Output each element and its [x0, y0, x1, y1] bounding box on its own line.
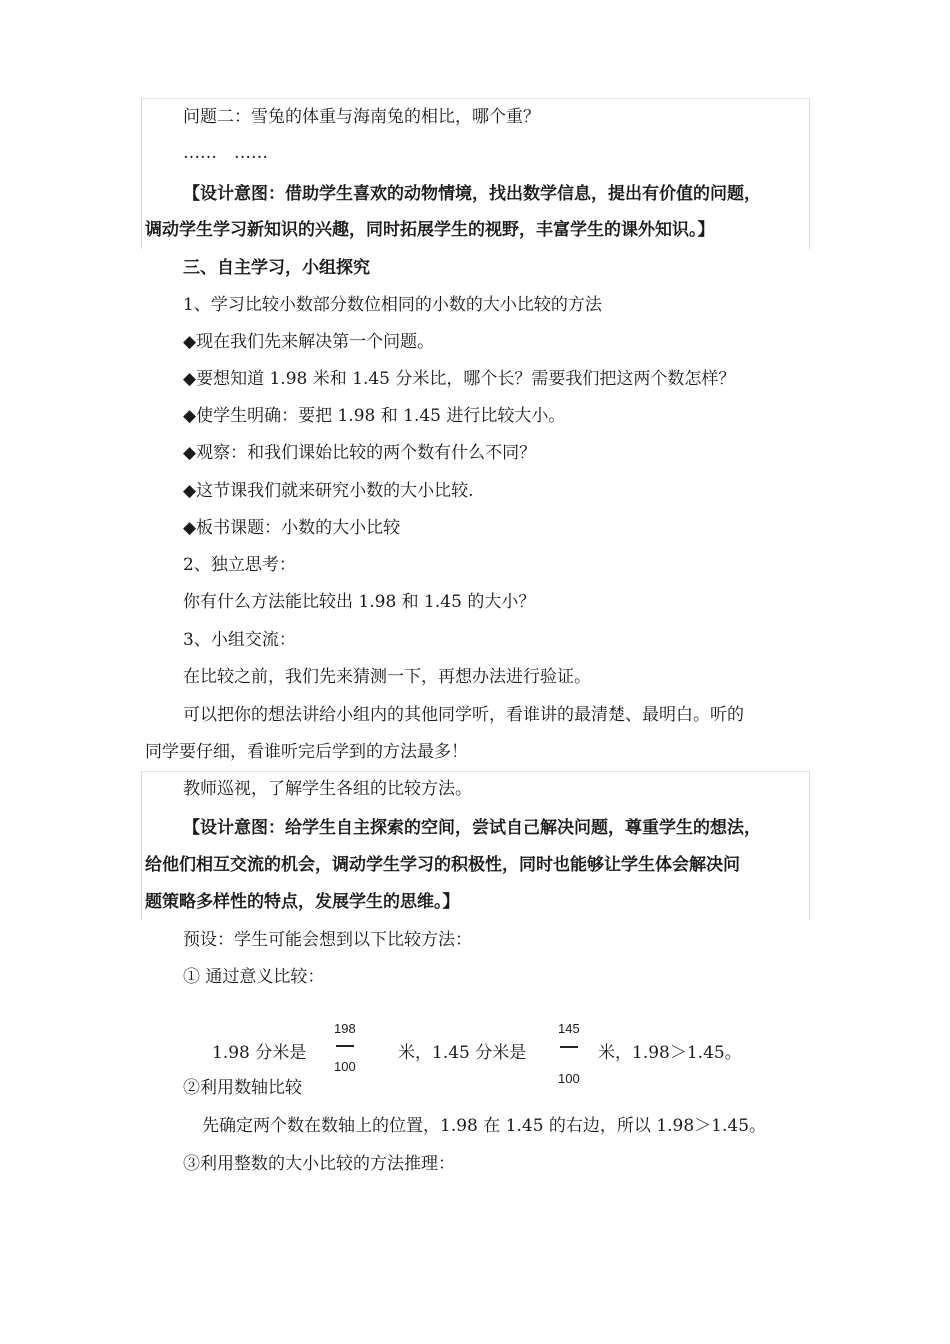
subheading-1: 1、学习比较小数部分数位相同的小数的大小比较的方法	[183, 295, 602, 315]
question-two: 问题二：雪兔的体重与海南兔的相比，哪个重？	[183, 107, 540, 127]
method-3: ③利用整数的大小比较的方法推理：	[183, 1154, 455, 1174]
preset-text: 预设：学生可能会想到以下比较方法：	[183, 930, 472, 950]
bullet-6: ◆板书课题：小数的大小比较	[183, 518, 401, 538]
equation-part-3: 米，1.98＞1.45。	[598, 1043, 742, 1063]
fraction-1-numerator: 198	[334, 1021, 356, 1036]
bullet-5: ◆这节课我们就来研究小数的大小比较.	[183, 481, 474, 501]
teacher-patrol: 教师巡视，了解学生各组的比较方法。	[183, 779, 472, 799]
bullet-1: ◆现在我们先来解决第一个问题。	[183, 332, 435, 352]
design-intent-1-line-1: 【设计意图：借助学生喜欢的动物情境，找出数学信息，提出有价值的问题，	[183, 184, 761, 204]
design-intent-2-line-1: 【设计意图：给学生自主探索的空间，尝试自己解决问题，尊重学生的想法，	[183, 818, 761, 838]
equation-part-1: 1.98 分米是	[212, 1043, 307, 1063]
ellipsis: …… ……	[183, 143, 268, 163]
subheading-2: 2、独立思考：	[183, 555, 296, 575]
bullet-2: ◆要想知道 1.98 米和 1.45 分米比，哪个长？需要我们把这两个数怎样？	[183, 369, 736, 389]
fraction-1-bar	[336, 1045, 354, 1047]
design-intent-2-line-3: 题策略多样性的特点，发展学生的思维。】	[145, 892, 460, 912]
fraction-2-denominator: 100	[558, 1071, 580, 1086]
section-three-heading: 三、自主学习，小组探究	[183, 258, 370, 278]
method-2: ②利用数轴比较	[183, 1078, 302, 1098]
number-line-explanation: 先确定两个数在数轴上的位置，1.98 在 1.45 的右边，所以 1.98＞1.45。	[202, 1116, 767, 1136]
method-1: ① 通过意义比较：	[183, 967, 325, 987]
design-intent-1-line-2: 调动学生学习新知识的兴趣，同时拓展学生的视野，丰富学生的课外知识。】	[145, 220, 715, 240]
question-compare: 你有什么方法能比较出 1.98 和 1.45 的大小？	[183, 592, 536, 612]
bullet-4: ◆观察：和我们课始比较的两个数有什么不同？	[183, 443, 537, 463]
equation-part-2: 米，1.45 分米是	[398, 1043, 527, 1063]
design-intent-2-line-2: 给他们相互交流的机会，调动学生学习的积极性，同时也能够让学生体会解决问	[145, 855, 740, 875]
fraction-1-denominator: 100	[334, 1059, 356, 1074]
fraction-2-bar	[560, 1046, 578, 1048]
guess-text: 在比较之前，我们先来猜测一下，再想办法进行验证。	[183, 667, 591, 687]
subheading-3: 3、小组交流：	[183, 630, 296, 650]
group-text-line-2: 同学要仔细，看谁听完后学到的方法最多！	[145, 742, 468, 762]
group-text-line-1: 可以把你的想法讲给小组内的其他同学听，看谁讲的最清楚、最明白。听的	[183, 705, 744, 725]
bullet-3: ◆使学生明确：要把 1.98 和 1.45 进行比较大小。	[183, 406, 566, 426]
fraction-2-numerator: 145	[558, 1021, 580, 1036]
